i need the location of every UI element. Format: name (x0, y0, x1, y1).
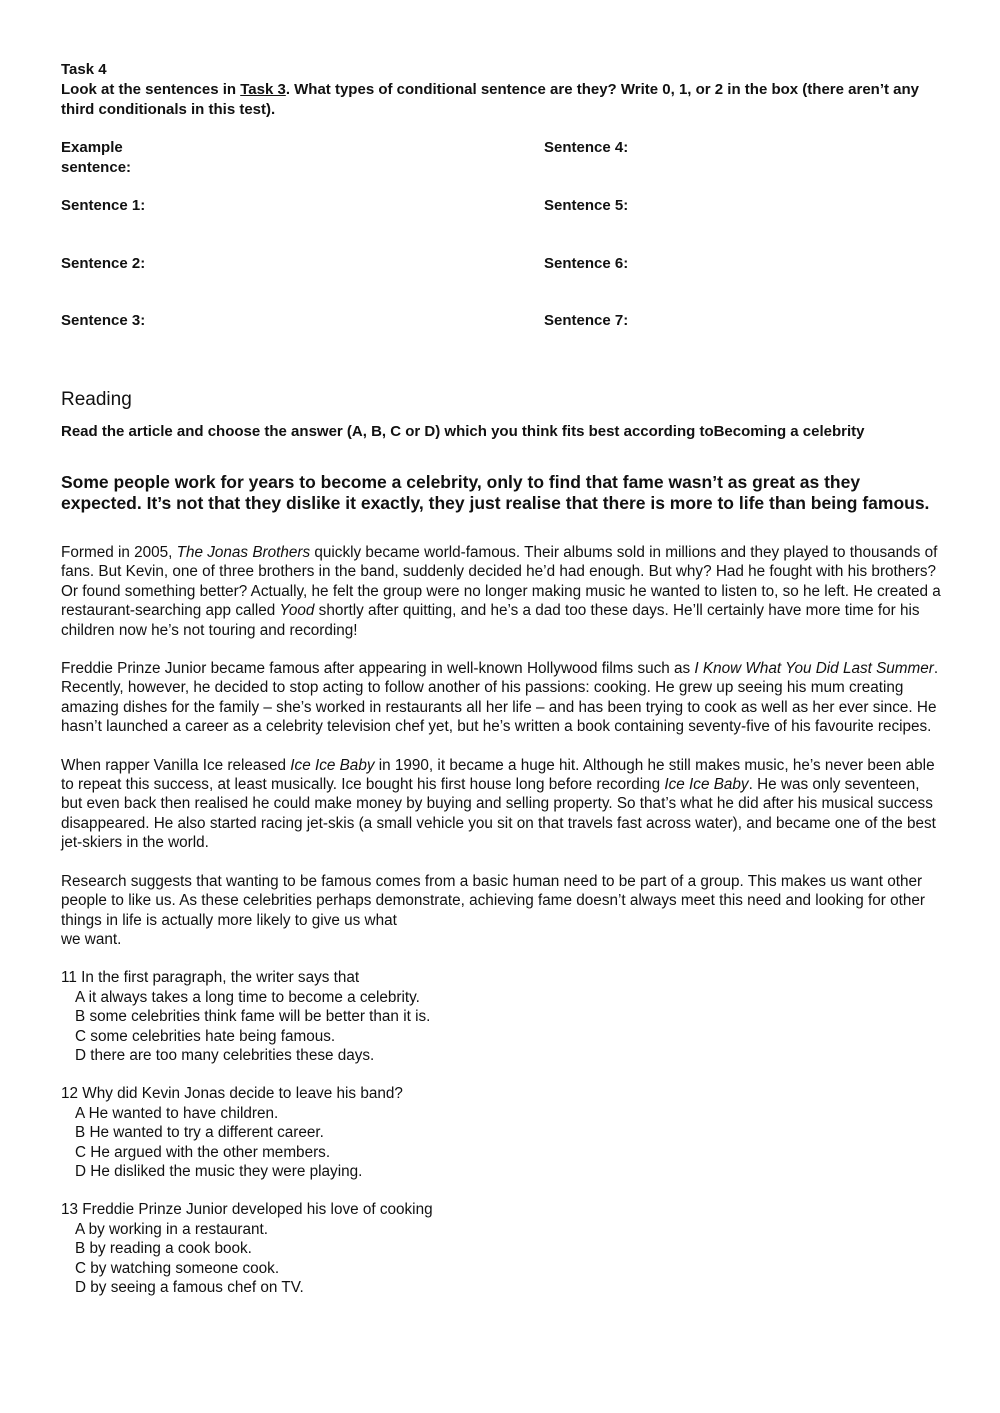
answer-option-b[interactable]: B some celebrities think fame will be better than it is. (75, 1008, 431, 1026)
reading-heading: Reading (61, 389, 132, 410)
answer-option-d[interactable]: D He disliked the music they were playing. (75, 1162, 363, 1180)
sentence-3-answer-box[interactable] (221, 311, 281, 331)
sentence-4-answer-box[interactable] (681, 138, 741, 158)
paragraph-text: Formed in 2005, (61, 544, 177, 561)
paragraph-text: When rapper Vanilla Ice released (61, 756, 291, 774)
paragraph-text: . He was only seventeen, but even back then realised he could make money by buying and selling property. So that’s what he did after his musical success disappeared. He also started racing jet-skis (a small vehicle you sit on that travels fast across water), and became one of the best jet-skiers in the world. (61, 776, 936, 852)
answer-option-c[interactable]: C some celebrities hate being famous. (75, 1027, 336, 1045)
sentence-2-label: Sentence 2: (61, 255, 146, 272)
example-sentence-label: Example sentence: (61, 139, 132, 176)
answer-option-d[interactable]: D by seeing a famous chef on TV. (75, 1279, 304, 1296)
band-name: The Jonas Brothers (176, 544, 311, 561)
sentence-5-label: Sentence 5: (544, 197, 629, 214)
sentence-7-label: Sentence 7: (544, 312, 629, 329)
answer-option-b[interactable]: B by reading a cook book. (75, 1240, 252, 1258)
task-3-reference: Task 3 (240, 81, 286, 98)
answer-option-b[interactable]: B He wanted to try a different career. (75, 1124, 324, 1142)
sentence-1-answer-box[interactable] (221, 196, 281, 216)
answer-option-d[interactable]: D there are too many celebrities these days. (75, 1046, 375, 1064)
question-stem: 13 Freddie Prinze Junior developed his love of cooking (61, 1201, 433, 1219)
answer-option-a[interactable]: A He wanted to have children. (75, 1104, 279, 1122)
task-4-instruction (61, 80, 941, 120)
reading-instruction: Read the article and choose the answer (A, B, C or D) which you think fits best according toBecoming a celebrity (61, 423, 865, 440)
song-title: Ice Ice Baby (664, 776, 749, 794)
task-4-title: Task 4 (61, 61, 107, 78)
article-paragraph-2 (61, 659, 941, 737)
question-11 (61, 968, 941, 1065)
song-title: Ice Ice Baby (290, 756, 375, 774)
paragraph-text: shortly after quitting, and he’s a dad too these days. He’ll certainly have more time for his children now he’s not touring and recording! (61, 602, 920, 639)
paragraph-text: Freddie Prinze Junior became famous after appearing in well-known Hollywood films such as (61, 660, 695, 678)
sentence-6-answer-box[interactable] (681, 254, 741, 274)
question-stem: 11 In the first paragraph, the writer says that (61, 969, 360, 987)
film-title: I Know What You Did Last Summer (694, 660, 934, 678)
app-name: Yood (279, 602, 315, 620)
paragraph-text: we want. (61, 930, 122, 948)
answer-option-a[interactable]: A by working in a restaurant. (75, 1220, 269, 1238)
paragraph-text: Research suggests that wanting to be famous comes from a basic human need to be part of a group. This makes us want other people to like us. As these celebrities perhaps demonstrate, achieving fame doesn’t always meet this need and looking for other things in life is actually more likely to give us what (61, 872, 925, 929)
answer-option-a[interactable]: A it always takes a long time to become a celebrity. (75, 988, 420, 1006)
sentence-4-label: Sentence 4: (544, 139, 629, 156)
worksheet-page (61, 60, 941, 1297)
sentence-7-answer-box[interactable] (681, 311, 741, 331)
article-intro: Some people work for years to become a celebrity, only to find that fame wasn’t as great as they expected. It’s not that they dislike it exactly, they just realise that there is more to life than being famous. (61, 472, 930, 513)
sentence-6-label: Sentence 6: (544, 255, 629, 272)
question-12 (61, 1084, 941, 1181)
article-paragraph-3 (61, 756, 941, 853)
paragraph-text: in 1990, it became a huge hit. Although he still makes music, he’s never been able to repeat this success, at least musically. Ice bought his first house long before recording (61, 756, 935, 794)
answer-option-c[interactable]: C by watching someone cook. (75, 1259, 280, 1277)
answer-option-c[interactable]: C He argued with the other members. (75, 1143, 331, 1161)
sentence-2-answer-box[interactable] (221, 254, 281, 274)
paragraph-text: quickly became world-famous. Their albums sold in millions and they played to thousands of fans. But Kevin, one of three brothers in the band, suddenly decided he’d had enough. But why? Had he fought with his brothers? Or found something better? Actually, he felt the group were no longer making music he wanted to listen to, so he left. He created a restaurant-searching app called (61, 544, 941, 620)
task-4-instruction-pre: Look at the sentences in (61, 81, 241, 98)
sentence-5-answer-box[interactable] (681, 196, 741, 216)
sentence-3-label: Sentence 3: (61, 312, 146, 329)
example-sentence-answer-box[interactable] (221, 138, 281, 158)
question-stem: 12 Why did Kevin Jonas decide to leave his band? (61, 1085, 403, 1103)
question-13 (61, 1200, 941, 1297)
sentence-1-label: Sentence 1: (61, 197, 146, 214)
task-4-instruction-post: . What types of conditional sentence are they? Write 0, 1, or 2 in the box (there aren’t any third conditionals in this test). (61, 81, 920, 118)
paragraph-text: . Recently, however, he decided to stop acting to follow another of his passions: cooking. He grew up seeing his mum creating amazing dishes for the family – she’s worked in restaurants all her life – and has been trying to cook as well as her ever since. He hasn’t launched a career as a celebrity television chef yet, but he’s written a book containing seventy-five of his favourite recipes. (61, 660, 939, 736)
article-paragraph-4 (61, 872, 941, 950)
sentence-answer-grid (61, 138, 941, 352)
article-paragraph-1 (61, 543, 941, 640)
